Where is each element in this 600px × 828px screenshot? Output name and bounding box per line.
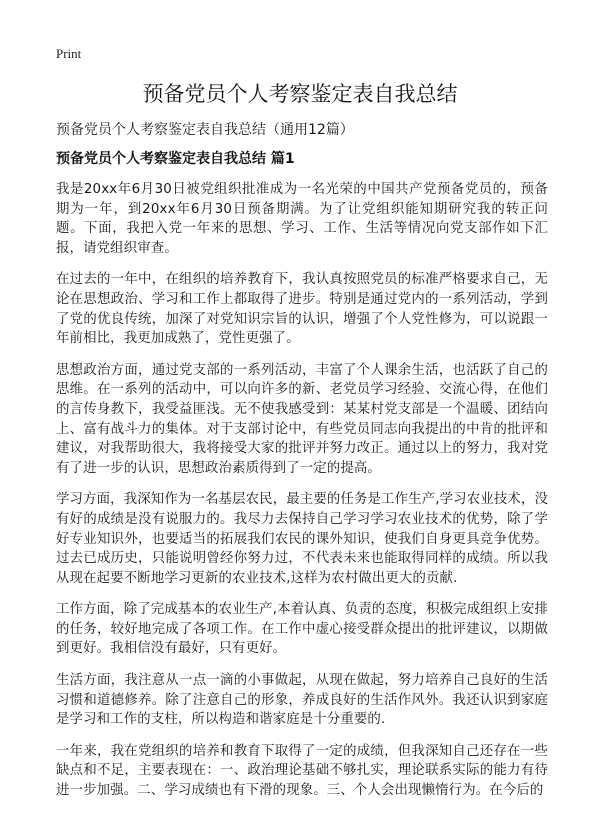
paragraph: 思想政治方面，通过党支部的一系列活动，丰富了个人课余生活，也活跃了自己的思维。在一系列的活动中，可以向许多的新、老党员学习经验、交流心得，在他们的言传身教下，我受益匪浅。无不使我感受到：某某村党支部是一个温暖、团结向上、富有战斗力的集体。对于支部讨论中，有些党员同志向我提出的中肯的批评和建议，对我帮助很大，我将接受大家的批评并努力改正。通过以上的努力，我对党有了进一步的认识，思想政治素质得到了一定的提高。 (56, 362, 548, 476)
paragraph: 在过去的一年中，在组织的培养教育下，我认真按照党员的标准严格要求自己，无论在思想政治、学习和工作上都取得了进步。特别是通过党内的一系列活动，学到了党的优良传统，加深了对党知识宗旨的认识，增强了个人党性修为，可以说跟一年前相比，我更加成熟了，党性更强了。 (56, 272, 548, 347)
document-subtitle: 预备党员个人考察鉴定表自我总结（通用12篇） (56, 122, 354, 138)
document-body (56, 180, 548, 813)
paragraph: 工作方面，除了完成基本的农业生产,本着认真、负责的态度，积极完成组织上安排的任务，较好地完成了各项工作。在工作中虚心接受群众提出的批评建议，以期做到更好。我相信没有最好，只有更好。 (56, 602, 548, 657)
print-label: Print (56, 46, 82, 61)
paragraph: 生活方面，我注意从一点一滴的小事做起，从现在做起，努力培养自己良好的生活习惯和道德修养。除了注意自己的形象，养成良好的生活作风外。我还认识到家庭是学习和工作的支柱，所以构造和谐家庭是十分重要的. (56, 673, 548, 728)
paragraph: 学习方面，我深知作为一名基层农民，最主要的任务是工作生产,学习农业技术，没有好的成绩是没有说服力的。我尽力去保持自己学习学习农业技术的优势，除了学好专业知识外，也要适当的拓展我们农民的课外知识，使我们自身更具竞争优势。过去已成历史，只能说明曾经你努力过，不代表未来也能取得同样的成绩。所以我从现在起要不断地学习更新的农业技术,这样为农村做出更大的贡献. (56, 492, 548, 586)
section-heading: 预备党员个人考察鉴定表自我总结 篇1 (56, 151, 295, 167)
document-title: 预备党员个人考察鉴定表自我总结 (142, 82, 458, 106)
paragraph: 一年来，我在党组织的培养和教育下取得了一定的成绩，但我深知自己还存在一些缺点和不足，主要表现在：一、政治理论基础不够扎实，理论联系实际的能力有待进一步加强。二、学习成绩也有下滑的现象。三、个人会出现懒惰行为。在今后的 (56, 743, 548, 799)
paragraph: 我是20xx年6月30日被党组织批准成为一名光荣的中国共产党预备党员的，预备期为一年，到20xx年6月30日预备期满。为了让党组织能知期研究我的转正问题。下面，我把入党一年来的思想、学习、工作、生活等情况向党支部作如下汇报，请党组织审查。 (56, 182, 548, 256)
